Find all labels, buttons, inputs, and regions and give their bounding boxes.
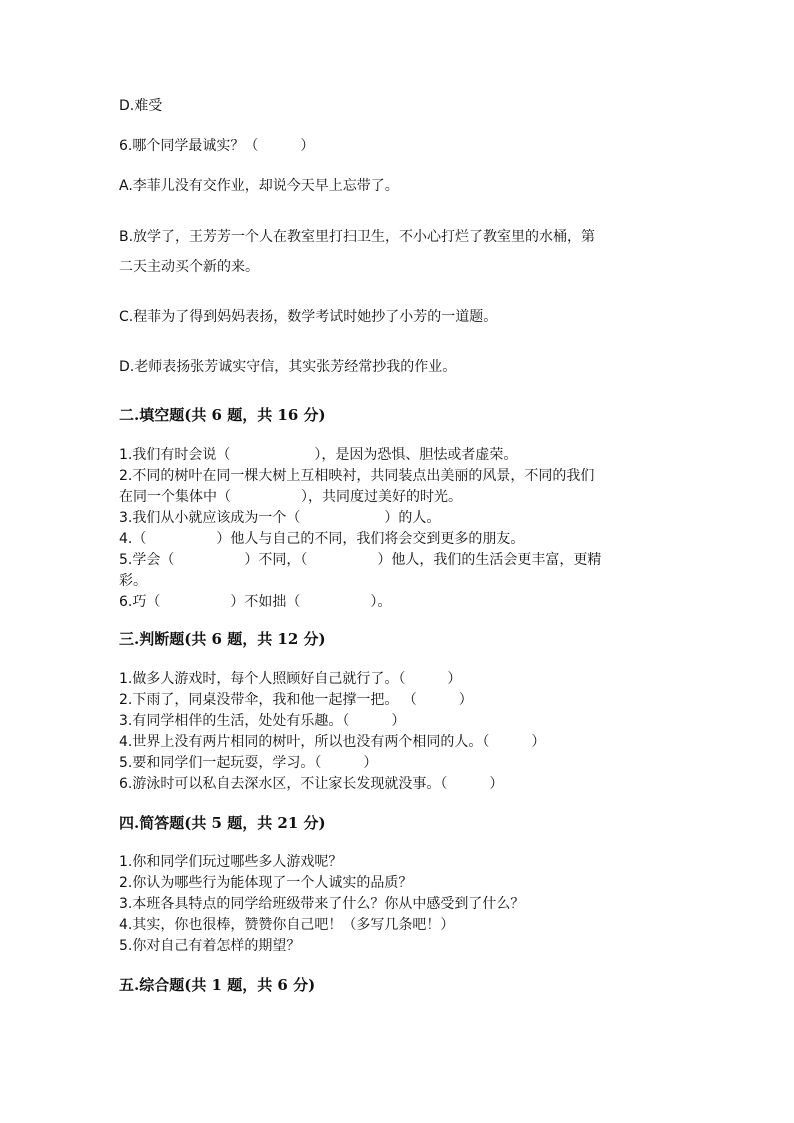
short-answer-heading: 四.简答题(共 5 题，共 21 分)	[119, 814, 326, 832]
comprehensive-heading: 五.综合题(共 1 题，共 6 分)	[119, 976, 316, 994]
list-item: 3.我们从小就应该成为一个（ ）的人。	[119, 510, 441, 526]
true-false-list	[119, 669, 545, 795]
list-item: 2.下雨了，同桌没带伞，我和他一起撑一把。 （ ）	[119, 692, 473, 708]
list-item: 1.做多人游戏时，每个人照顾好自己就行了。（ ）	[119, 671, 462, 687]
q6-option-c: C.程菲为了得到妈妈表扬，数学考试时她抄了小芳的一道题。	[119, 309, 498, 325]
q6-question: 6.哪个同学最诚实？（ ）	[119, 138, 315, 154]
list-item: 在同一个集体中（ ），共同度过美好的时光。	[119, 489, 462, 505]
list-item: 4.（ ）他人与自己的不同，我们将会交到更多的朋友。	[119, 531, 525, 547]
list-item: 彩。	[119, 573, 147, 589]
list-item: 1.你和同学们玩过哪些多人游戏呢？	[119, 854, 343, 870]
list-item: 2.你认为哪些行为能体现了一个人诚实的品质？	[119, 875, 413, 891]
true-false-heading: 三.判断题(共 6 题，共 12 分)	[119, 630, 326, 648]
list-item: 3.有同学相伴的生活，处处有乐趣。（ ）	[119, 713, 406, 729]
q6-option-b-line2: 二天主动买个新的来。	[119, 259, 259, 275]
list-item: 4.其实，你也很棒，赞赞你自己吧！（多写几条吧！）	[119, 917, 455, 933]
list-item: 1.我们有时会说（ ），是因为恐惧、胆怯或者虚荣。	[119, 447, 518, 463]
list-item: 2.不同的树叶在同一棵大树上互相映衬，共同装点出美丽的风景，不同的我们	[119, 468, 595, 484]
q6-option-a: A.李菲儿没有交作业，却说今天早上忘带了。	[119, 178, 399, 194]
list-item: 3.本班各具特点的同学给班级带来了什么？你从中感受到了什么？	[119, 896, 525, 912]
list-item: 4.世界上没有两片相同的树叶，所以也没有两个相同的人。（ ）	[119, 734, 546, 750]
fill-blank-heading: 二.填空题(共 6 题，共 16 分)	[119, 406, 326, 424]
q6-option-b-line1: B.放学了，王芳芳一个人在教室里打扫卫生，不小心打烂了教室里的水桶，第	[119, 229, 596, 245]
list-item: 6.巧（ ）不如拙（ ）。	[119, 594, 392, 610]
list-item: 5.要和同学们一起玩耍，学习。（ ）	[119, 755, 378, 771]
list-item: 5.学会（ ）不同，（ ）他人，我们的生活会更丰富，更精	[119, 552, 602, 568]
q5-option-d: D.难受	[119, 98, 163, 114]
short-answer-list	[119, 852, 524, 957]
q6-option-d: D.老师表扬张芳诚实守信，其实张芳经常抄我的作业。	[119, 359, 457, 375]
list-item: 6.游泳时可以私自去深水区，不让家长发现就没事。（ ）	[119, 776, 504, 792]
fill-blank-list	[119, 445, 601, 613]
list-item: 5.你对自己有着怎样的期望？	[119, 938, 301, 954]
